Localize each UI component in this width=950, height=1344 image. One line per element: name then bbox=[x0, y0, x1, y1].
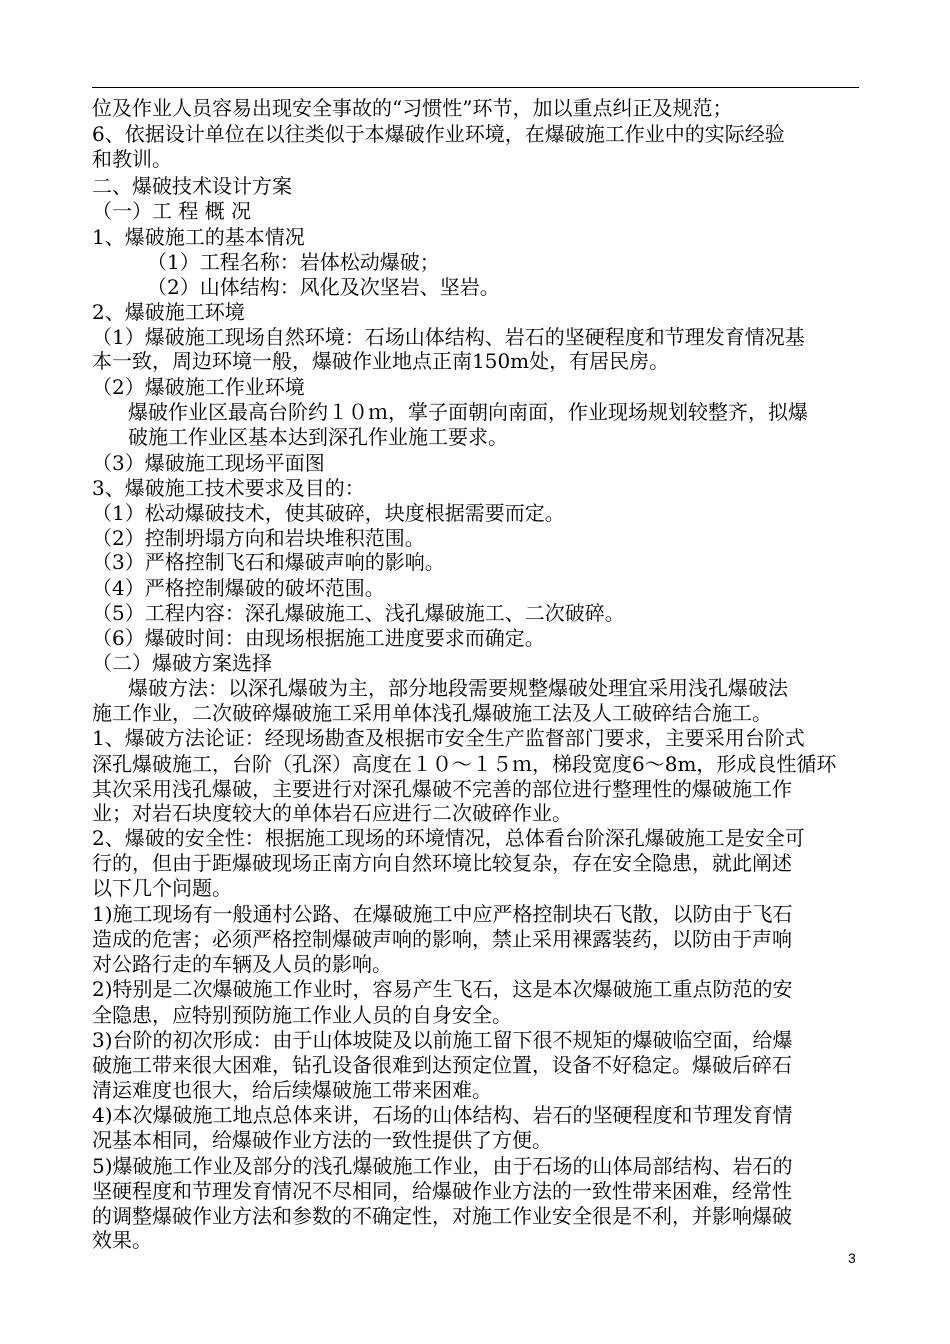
text-line: 爆破作业区最高台阶约１０ｍ，掌子面朝向南面，作业现场规划较整齐，拟爆 bbox=[128, 400, 808, 424]
text-line: 深孔爆破施工，台阶（孔深）高度在１０～１５ｍ，梯段宽度6～8m，形成良性循环 bbox=[92, 752, 837, 776]
text-line: 3)台阶的初次形成：由于山体坡陡及以前施工留下很不规矩的爆破临空面，给爆 bbox=[92, 1028, 793, 1052]
text-line: 施工作业，二次破碎爆破施工采用单体浅孔爆破施工法及人工破碎结合施工。 bbox=[92, 701, 772, 725]
text-line: 造成的危害；必须严格控制爆破声响的影响，禁止采用裸露装药，以防由于声响 bbox=[92, 927, 792, 951]
page-number: 3 bbox=[848, 1250, 856, 1266]
text-line: 爆破方法：以深孔爆破为主，部分地段需要规整爆破处理宜采用浅孔爆破法 bbox=[128, 676, 788, 700]
text-line: （5）工程内容：深孔爆破施工、浅孔爆破施工、二次破碎。 bbox=[92, 601, 625, 625]
text-line: 2、爆破的安全性：根据施工现场的环境情况，总体看台阶深孔爆破施工是安全可 bbox=[92, 826, 805, 850]
text-line: （1）工程名称：岩体松动爆破； bbox=[147, 250, 440, 274]
text-line: 3、爆破施工技术要求及目的： bbox=[92, 476, 365, 500]
text-line: 6、依据设计单位在以往类似于本爆破作业环境，在爆破施工作业中的实际经验 bbox=[92, 122, 785, 146]
text-line: （3）爆破施工现场平面图 bbox=[92, 451, 325, 475]
text-line: （2）控制坍塌方向和岩块堆积范围。 bbox=[92, 526, 425, 550]
text-line: 行的，但由于距爆破现场正南方向自然环境比较复杂，存在安全隐患，就此阐述 bbox=[92, 851, 792, 875]
text-line: 本一致，周边环境一般，爆破作业地点正南150m处，有居民房。 bbox=[92, 349, 670, 373]
text-line: 2、爆破施工环境 bbox=[92, 300, 245, 324]
text-line: 破施工带来很大困难，钻孔设备很难到达预定位置，设备不好稳定。爆破后碎石 bbox=[92, 1053, 792, 1077]
text-line: （3）严格控制飞石和爆破声响的影响。 bbox=[92, 550, 445, 574]
text-line: （二）爆破方案选择 bbox=[92, 651, 272, 675]
text-line: 业；对岩石块度较大的单体岩石应进行二次破碎作业。 bbox=[92, 801, 572, 825]
text-line: 效果。 bbox=[92, 1228, 152, 1252]
text-line: 破施工作业区基本达到深孔作业施工要求。 bbox=[128, 425, 508, 449]
header-rule bbox=[92, 87, 859, 88]
text-line: 对公路行走的车辆及人员的影响。 bbox=[92, 952, 392, 976]
text-line: 的调整爆破作业方法和参数的不确定性，对施工作业安全很是不利，并影响爆破 bbox=[92, 1204, 792, 1228]
text-line: 2)特别是二次爆破施工作业时，容易产生飞石，这是本次爆破施工重点防范的安 bbox=[92, 977, 793, 1001]
text-line: 以下几个问题。 bbox=[92, 876, 232, 900]
text-line: 况基本相同，给爆破作业方法的一致性提供了方便。 bbox=[92, 1128, 552, 1152]
text-line: 其次采用浅孔爆破，主要进行对深孔爆破不完善的部位进行整理性的爆破施工作 bbox=[92, 777, 792, 801]
text-line: （2）山体结构：风化及次坚岩、坚岩。 bbox=[147, 275, 500, 299]
text-line: 5)爆破施工作业及部分的浅孔爆破施工作业，由于石场的山体局部结构、岩石的 bbox=[92, 1154, 793, 1178]
text-line: 1、爆破方法论证：经现场勘查及根据市安全生产监督部门要求，主要采用台阶式 bbox=[92, 726, 805, 750]
text-line: （1）爆破施工现场自然环境：石场山体结构、岩石的坚硬程度和节理发育情况基 bbox=[92, 325, 805, 349]
text-line: （4）严格控制爆破的破坏范围。 bbox=[92, 576, 385, 600]
text-line: 清运难度也很大，给后续爆破施工带来困难。 bbox=[92, 1078, 492, 1102]
text-line: 全隐患，应特别预防施工作业人员的自身安全。 bbox=[92, 1003, 512, 1027]
text-line: 二、爆破技术设计方案 bbox=[92, 174, 292, 198]
text-line: 1)施工现场有一般通村公路、在爆破施工中应严格控制块石飞散，以防由于飞石 bbox=[92, 902, 793, 926]
text-line: 坚硬程度和节理发育情况不尽相同，给爆破作业方法的一致性带来困难，经常性 bbox=[92, 1179, 792, 1203]
text-line: 和教训。 bbox=[92, 147, 172, 171]
text-line: （6）爆破时间：由现场根据施工进度要求而确定。 bbox=[92, 626, 545, 650]
text-line: 位及作业人员容易出现安全事故的“习惯性”环节，加以重点纠正及规范； bbox=[92, 96, 733, 120]
text-line: 4)本次爆破施工地点总体来讲，石场的山体结构、岩石的坚硬程度和节理发育情 bbox=[92, 1103, 793, 1127]
text-line: （一）工 程 概 况 bbox=[92, 199, 252, 223]
text-line: （1）松动爆破技术，使其破碎，块度根据需要而定。 bbox=[92, 501, 565, 525]
text-line: （2）爆破施工作业环境 bbox=[92, 375, 305, 399]
text-line: 1、爆破施工的基本情况 bbox=[92, 225, 305, 249]
